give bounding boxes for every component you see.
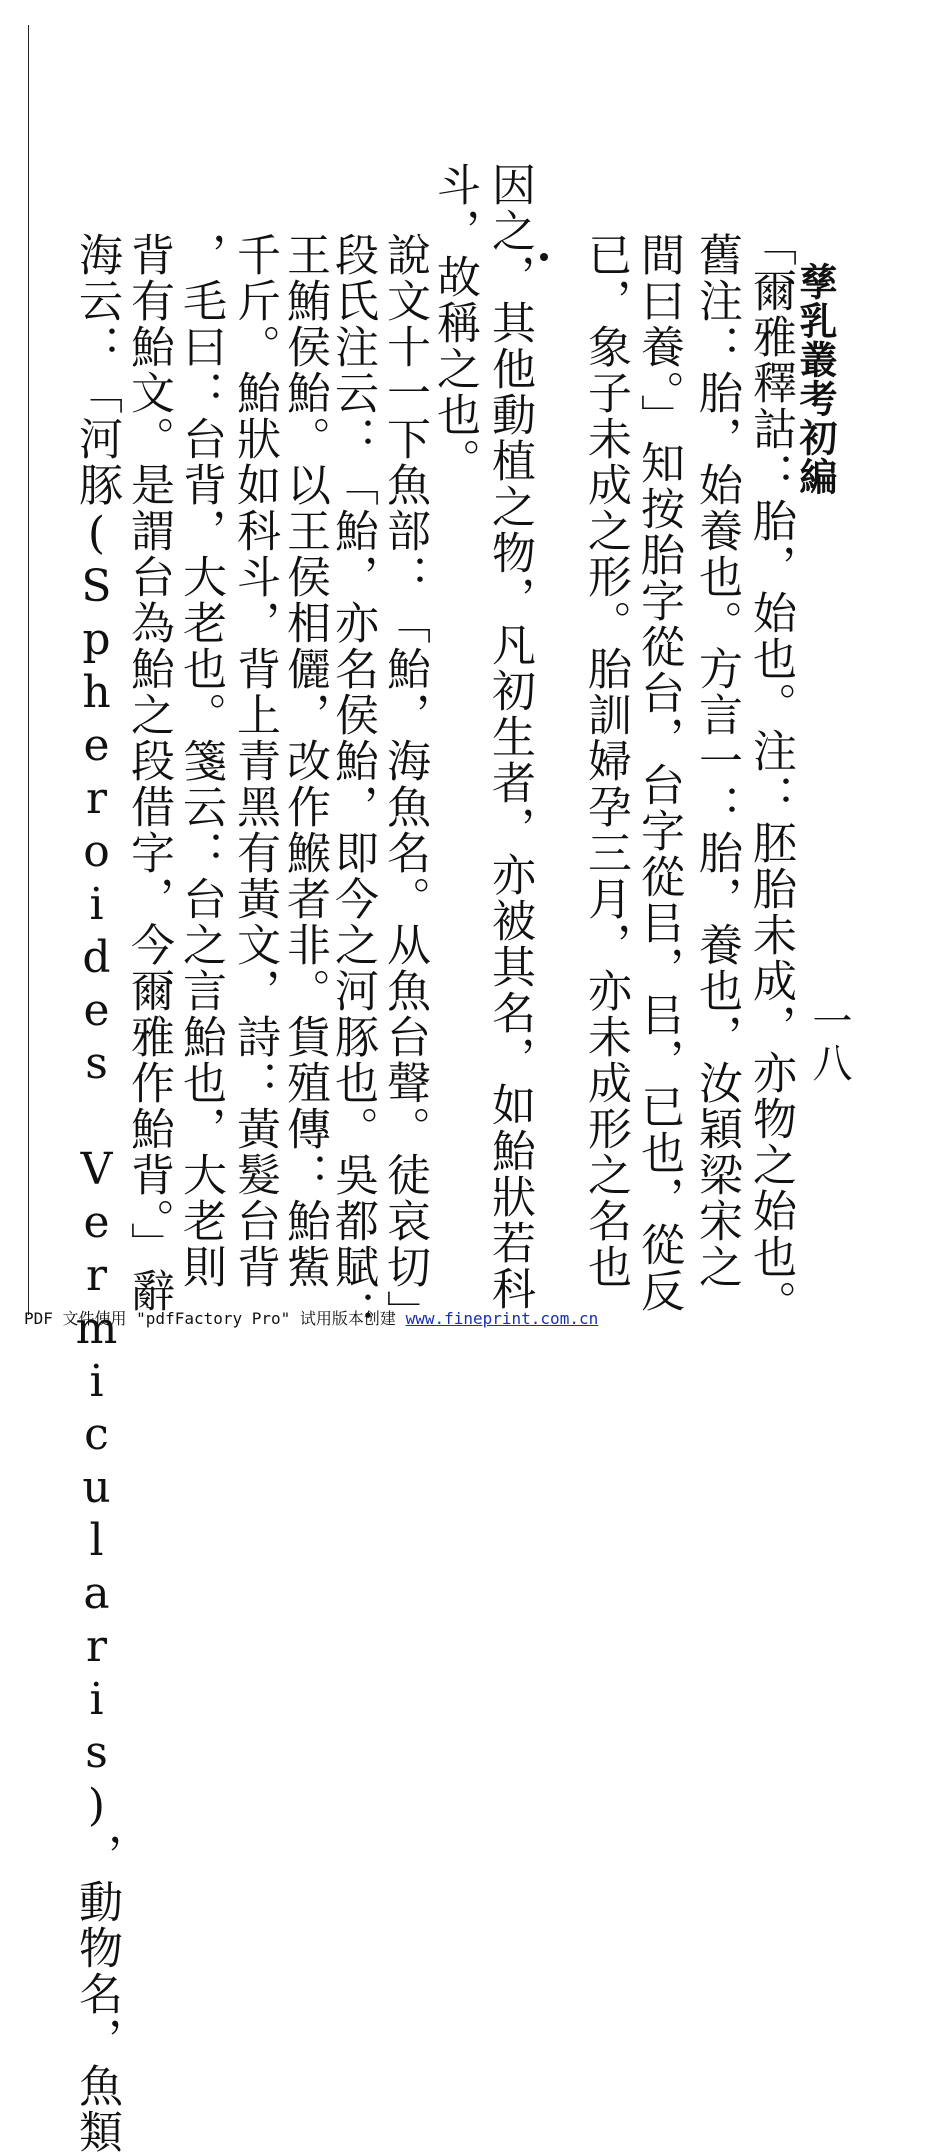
footer-link[interactable]: www.fineprint.com.cn [405,1309,599,1328]
book-title: 孳乳叢考初編 [793,262,838,496]
text-column-1: 「爾雅釋詁：胎，始也。注：胚胎未成，亦物之始也。 [745,222,796,1326]
text-column-8: 段氏注云：「鮐，亦名侯鮐，即今之河豚也。吳都賦： [327,232,378,1336]
text-column-10: 千斤。鮐狀如科斗，背上青黑有黃文，詩：黃髮台背 [229,232,280,1290]
footer-text: PDF 文件使用 "pdfFactory Pro" 试用版本创建 [24,1309,406,1328]
text-column-5: 因之，其他動植之物，凡初生者，亦被其名，如鮐狀若科 [484,162,535,1312]
text-column-4: 已，象子未成之形。胎訓婦孕三月，亦未成形之名也 [580,232,631,1290]
paragraph-dot [540,253,548,261]
text-column-2: 舊注：胎，始養也。方言一：胎，養也，汝穎梁宋之 [691,232,742,1290]
text-column-12: 背有鮐文。是謂台為鮐之段借字，今爾雅作鮐背。」辭 [123,232,174,1314]
text-column-9: 王鮪侯鮐。以王侯相儷，改作鯸者非。貨殖傳：鮐鮆 [279,232,330,1290]
text-column-11: ，毛曰：台背，大老也。箋云：台之言鮐也，大老則 [175,232,226,1290]
footer [24,1309,598,1329]
page-number: 一八 [806,1000,852,1084]
text-column-6: 斗，故稱之也。 [429,162,480,484]
text-column-7: 說文十一下魚部：「鮐，海魚名。从魚台聲。徒哀切」 [379,232,430,1336]
text-column-13: 海云：「河豚(Spheroides Vermicularis)，動物名，魚類 [71,232,122,2155]
text-column-3: 間曰養。」知按胎字從台，台字從㠯，㠯，已也，從反 [633,232,684,1314]
